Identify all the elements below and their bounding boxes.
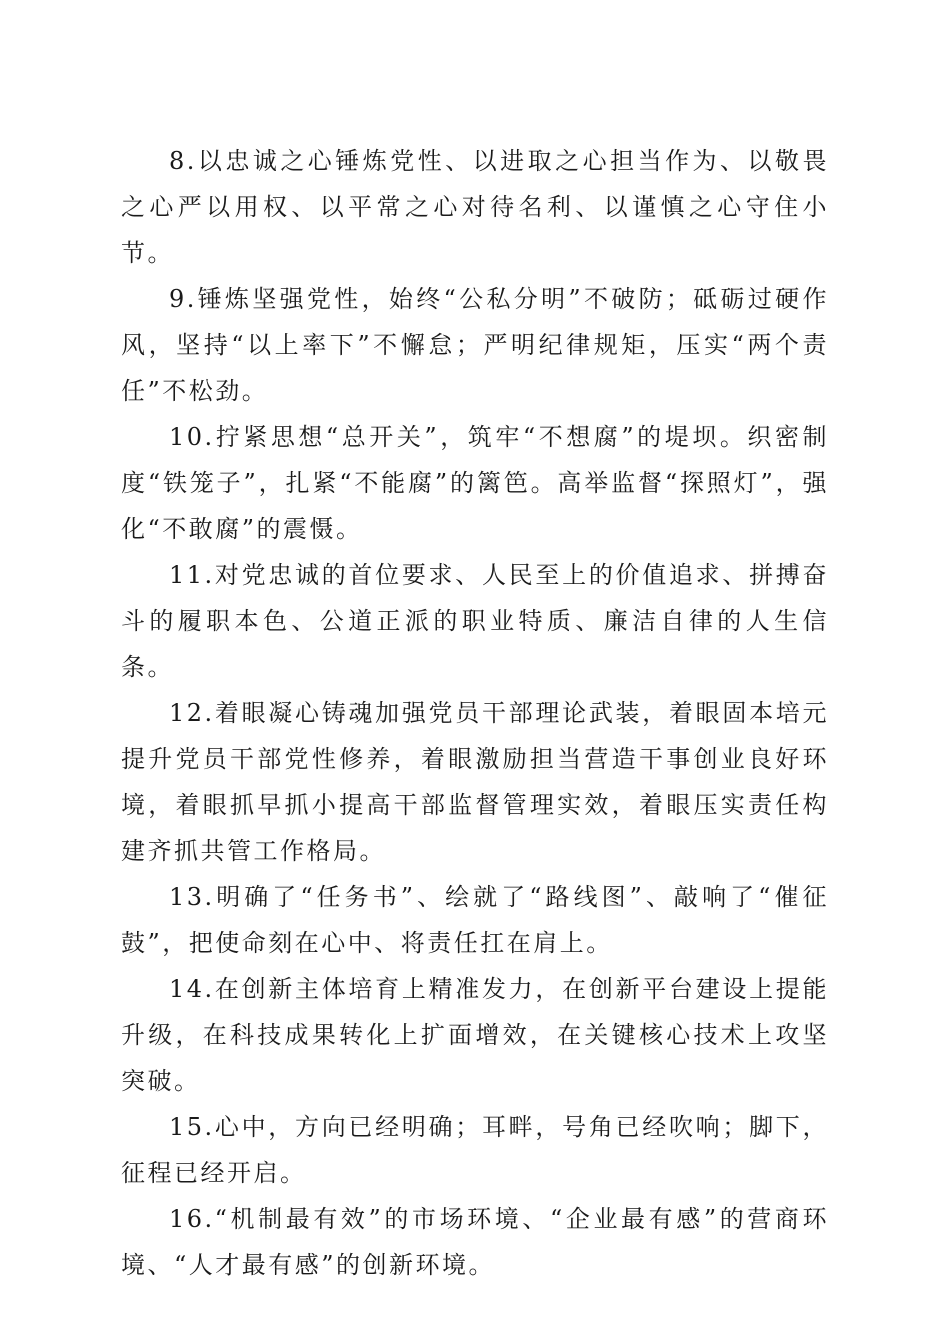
paragraph-10: 10.拧紧思想“总开关”，筑牢“不想腐”的堤坝。织密制度“铁笼子”，扎紧“不能腐”的篱笆。高举监督“探照灯”，强化“不敢腐”的震慑。 <box>121 423 829 543</box>
paragraph-15: 15.心中，方向已经明确；耳畔，号角已经吹响；脚下，征程已经开启。 <box>121 1113 829 1187</box>
paragraph-9: 9.锤炼坚强党性，始终“公私分明”不破防；砥砺过硬作风，坚持“以上率下”不懈怠；严明纪律规矩，压实“两个责任”不松劲。 <box>121 285 829 405</box>
paragraph-8: 8.以忠诚之心锤炼党性、以进取之心担当作为、以敬畏之心严以用权、以平常之心对待名利、以谨慎之心守住小节。 <box>121 147 829 267</box>
paragraph-14: 14.在创新主体培育上精准发力，在创新平台建设上提能升级，在科技成果转化上扩面增效，在关键核心技术上攻坚突破。 <box>121 975 829 1095</box>
paragraph-16: 16.“机制最有效”的市场环境、“企业最有感”的营商环境、“人才最有感”的创新环境。 <box>121 1205 829 1279</box>
document-body <box>121 138 829 1288</box>
paragraph-12: 12.着眼凝心铸魂加强党员干部理论武装，着眼固本培元提升党员干部党性修养，着眼激励担当营造干事创业良好环境，着眼抓早抓小提高干部监督管理实效，着眼压实责任构建齐抓共管工作格局。 <box>121 699 829 865</box>
paragraph-13: 13.明确了“任务书”、绘就了“路线图”、敲响了“催征鼓”，把使命刻在心中、将责任扛在肩上。 <box>121 883 829 957</box>
paragraph-11: 11.对党忠诚的首位要求、人民至上的价值追求、拼搏奋斗的履职本色、公道正派的职业特质、廉洁自律的人生信条。 <box>121 561 829 681</box>
